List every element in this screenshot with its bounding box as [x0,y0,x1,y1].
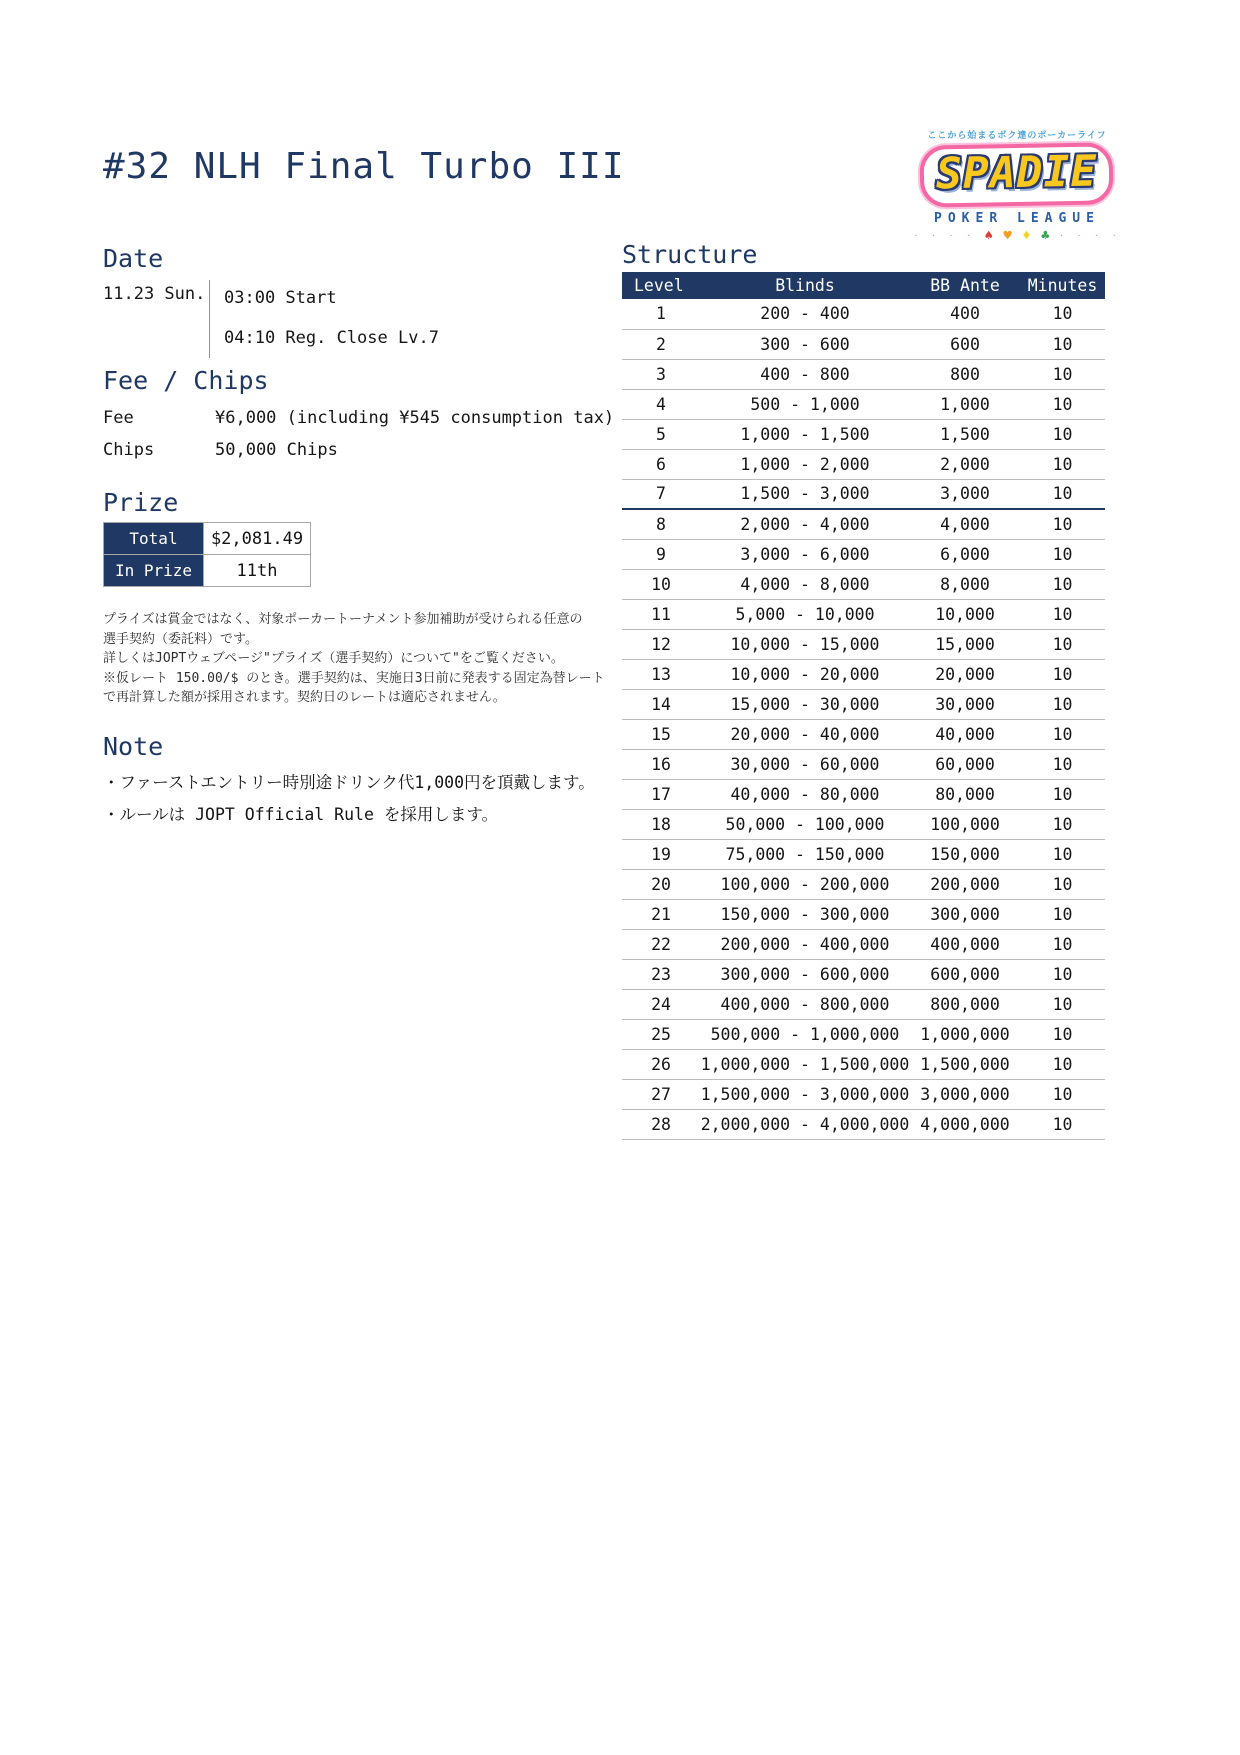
cell-blinds: 30,000 - 60,000 [700,749,910,779]
cell-bb-ante: 10,000 [910,599,1020,629]
cell-minutes: 10 [1020,449,1105,479]
cell-level: 16 [622,749,700,779]
date-section [103,244,603,358]
dots-decoration-right: · · · · [1058,231,1121,240]
structure-row [622,689,1105,719]
cell-bb-ante: 6,000 [910,539,1020,569]
prize-total-row [104,523,311,555]
cell-minutes: 10 [1020,899,1105,929]
fee-value: ¥6,000 (including ¥545 consumption tax) [215,408,615,428]
cell-level: 27 [622,1079,700,1109]
cell-blinds: 20,000 - 40,000 [700,719,910,749]
note-item: ・ルールは JOPT Official Rule を採用します。 [103,805,499,824]
cell-minutes: 10 [1020,809,1105,839]
cell-blinds: 10,000 - 20,000 [700,659,910,689]
fee-label: Fee [103,408,134,428]
cell-bb-ante: 300,000 [910,899,1020,929]
cell-minutes: 10 [1020,599,1105,629]
structure-row [622,719,1105,749]
structure-row [622,1049,1105,1079]
date-body [103,278,603,358]
cell-bb-ante: 400,000 [910,929,1020,959]
cell-level: 15 [622,719,700,749]
cell-bb-ante: 60,000 [910,749,1020,779]
fee-chips-section [103,366,623,466]
heart-icon: ♥ [1003,228,1012,244]
prize-heading: Prize [103,488,179,517]
prize-section [103,488,311,587]
structure-table [622,272,1105,1140]
cell-minutes: 10 [1020,299,1105,329]
cell-level: 22 [622,929,700,959]
cell-level: 20 [622,869,700,899]
cell-bb-ante: 4,000 [910,509,1020,539]
cell-level: 1 [622,299,700,329]
structure-row [622,779,1105,809]
cell-blinds: 75,000 - 150,000 [700,839,910,869]
disclaimer-line: ※仮レート 150.00/$ のとき。選手契約は、実施日3日前に発表する固定為替レート [103,670,605,686]
cell-minutes: 10 [1020,719,1105,749]
cell-blinds: 500 - 1,000 [700,389,910,419]
structure-row [622,599,1105,629]
cell-level: 18 [622,809,700,839]
club-icon: ♣ [1041,228,1050,244]
cell-blinds: 10,000 - 15,000 [700,629,910,659]
cell-level: 5 [622,419,700,449]
cell-level: 19 [622,839,700,869]
cell-level: 10 [622,569,700,599]
structure-row [622,299,1105,329]
cell-bb-ante: 200,000 [910,869,1020,899]
cell-minutes: 10 [1020,419,1105,449]
structure-row [622,839,1105,869]
structure-row [622,1079,1105,1109]
cell-minutes: 10 [1020,989,1105,1019]
chips-label: Chips [103,440,155,460]
cell-minutes: 10 [1020,629,1105,659]
page-title: #32 NLH Final Turbo III [103,146,625,187]
structure-row [622,419,1105,449]
col-header-minutes: Minutes [1020,272,1105,299]
fee-chips-rows [103,402,623,466]
structure-row [622,1109,1105,1139]
cell-minutes: 10 [1020,539,1105,569]
structure-row [622,449,1105,479]
cell-minutes: 10 [1020,329,1105,359]
cell-level: 21 [622,899,700,929]
cell-minutes: 10 [1020,869,1105,899]
structure-row [622,329,1105,359]
cell-blinds: 2,000,000 - 4,000,000 [700,1109,910,1139]
structure-row [622,749,1105,779]
cell-level: 25 [622,1019,700,1049]
structure-row [622,539,1105,569]
cell-level: 23 [622,959,700,989]
cell-bb-ante: 2,000 [910,449,1020,479]
cell-minutes: 10 [1020,1019,1105,1049]
cell-bb-ante: 1,000,000 [910,1019,1020,1049]
structure-row [622,359,1105,389]
cell-level: 2 [622,329,700,359]
prize-inprize-label: In Prize [104,555,204,587]
prize-total-value: $2,081.49 [204,523,311,555]
dots-decoration-left: · · · · [913,231,976,240]
cell-minutes: 10 [1020,689,1105,719]
reg-close-time: 04:10 Reg. Close Lv.7 [224,328,439,348]
cell-level: 26 [622,1049,700,1079]
event-times [224,278,439,358]
cell-bb-ante: 800 [910,359,1020,389]
logo-wordmark: SPADIE [935,146,1099,200]
cell-bb-ante: 40,000 [910,719,1020,749]
cell-blinds: 1,000 - 2,000 [700,449,910,479]
spade-icon: ♠ [984,228,993,244]
cell-level: 28 [622,1109,700,1139]
cell-minutes: 10 [1020,1079,1105,1109]
event-date: 11.23 Sun. [103,284,206,304]
structure-header-row [622,272,1105,299]
structure-row [622,899,1105,929]
cell-blinds: 3,000 - 6,000 [700,539,910,569]
structure-row [622,989,1105,1019]
structure-row [622,629,1105,659]
start-time: 03:00 Start [224,288,337,308]
cell-level: 17 [622,779,700,809]
fee-chips-heading: Fee / Chips [103,366,269,395]
cell-bb-ante: 600 [910,329,1020,359]
cell-bb-ante: 400 [910,299,1020,329]
prize-total-label: Total [104,523,204,555]
cell-minutes: 10 [1020,479,1105,509]
cell-level: 12 [622,629,700,659]
structure-heading: Structure [622,240,758,269]
col-header-bb-ante: BB Ante [910,272,1020,299]
col-header-blinds: Blinds [700,272,910,299]
cell-blinds: 150,000 - 300,000 [700,899,910,929]
cell-level: 9 [622,539,700,569]
cell-minutes: 10 [1020,1109,1105,1139]
structure-table-body [622,299,1105,1139]
cell-level: 13 [622,659,700,689]
logo-frame [920,142,1114,207]
cell-minutes: 10 [1020,779,1105,809]
cell-bb-ante: 80,000 [910,779,1020,809]
cell-level: 4 [622,389,700,419]
cell-bb-ante: 1,500,000 [910,1049,1020,1079]
structure-row [622,929,1105,959]
structure-row [622,869,1105,899]
cell-minutes: 10 [1020,569,1105,599]
structure-section [622,240,1105,1140]
cell-blinds: 400,000 - 800,000 [700,989,910,1019]
structure-row [622,959,1105,989]
disclaimer-line: 選手契約（委託料）です。 [103,631,258,647]
cell-blinds: 200,000 - 400,000 [700,929,910,959]
prize-table [103,522,311,587]
cell-bb-ante: 15,000 [910,629,1020,659]
structure-row [622,659,1105,689]
cell-blinds: 40,000 - 80,000 [700,779,910,809]
structure-row [622,569,1105,599]
cell-level: 3 [622,359,700,389]
fee-row [103,402,623,434]
cell-level: 24 [622,989,700,1019]
cell-blinds: 400 - 800 [700,359,910,389]
cell-minutes: 10 [1020,1049,1105,1079]
cell-bb-ante: 3,000,000 [910,1079,1020,1109]
cell-level: 7 [622,479,700,509]
cell-minutes: 10 [1020,509,1105,539]
cell-blinds: 4,000 - 8,000 [700,569,910,599]
cell-bb-ante: 20,000 [910,659,1020,689]
cell-bb-ante: 600,000 [910,959,1020,989]
cell-blinds: 1,000 - 1,500 [700,419,910,449]
cell-blinds: 1,500 - 3,000 [700,479,910,509]
cell-bb-ante: 1,500 [910,419,1020,449]
cell-minutes: 10 [1020,659,1105,689]
structure-row [622,509,1105,539]
date-divider [209,280,210,358]
cell-bb-ante: 100,000 [910,809,1020,839]
prize-inprize-value: 11th [204,555,311,587]
logo-tagline: ここから始まるボク達のポーカーライフ [927,131,1107,141]
structure-row [622,389,1105,419]
cell-blinds: 100,000 - 200,000 [700,869,910,899]
chips-row [103,434,623,466]
cell-bb-ante: 3,000 [910,479,1020,509]
cell-level: 8 [622,509,700,539]
cell-bb-ante: 800,000 [910,989,1020,1019]
cell-blinds: 1,500,000 - 3,000,000 [700,1079,910,1109]
spadie-logo [912,128,1122,244]
cell-bb-ante: 8,000 [910,569,1020,599]
prize-inprize-row [104,555,311,587]
cell-blinds: 1,000,000 - 1,500,000 [700,1049,910,1079]
cell-blinds: 2,000 - 4,000 [700,509,910,539]
cell-bb-ante: 4,000,000 [910,1109,1020,1139]
cell-minutes: 10 [1020,929,1105,959]
diamond-icon: ♦ [1022,228,1031,244]
cell-blinds: 200 - 400 [700,299,910,329]
cell-blinds: 300,000 - 600,000 [700,959,910,989]
cell-minutes: 10 [1020,359,1105,389]
logo-subtitle: POKER LEAGUE [934,211,1100,226]
structure-row [622,809,1105,839]
cell-bb-ante: 30,000 [910,689,1020,719]
cell-level: 6 [622,449,700,479]
prize-disclaimer [103,610,643,708]
cell-minutes: 10 [1020,749,1105,779]
cell-minutes: 10 [1020,389,1105,419]
note-heading: Note [103,732,164,761]
note-items [103,767,643,831]
cell-minutes: 10 [1020,959,1105,989]
col-header-level: Level [622,272,700,299]
cell-blinds: 500,000 - 1,000,000 [700,1019,910,1049]
chips-value: 50,000 Chips [215,440,338,460]
cell-level: 11 [622,599,700,629]
cell-blinds: 300 - 600 [700,329,910,359]
cell-blinds: 15,000 - 30,000 [700,689,910,719]
note-item: ・ファーストエントリー時別途ドリンク代1,000円を頂戴します。 [103,773,595,792]
structure-row [622,1019,1105,1049]
cell-blinds: 50,000 - 100,000 [700,809,910,839]
cell-minutes: 10 [1020,839,1105,869]
cell-blinds: 5,000 - 10,000 [700,599,910,629]
cell-level: 14 [622,689,700,719]
structure-row [622,479,1105,509]
disclaimer-line: プライズは賞金ではなく、対象ポーカートーナメント参加補助が受けられる任意の [103,612,583,627]
date-heading: Date [103,244,164,273]
cell-bb-ante: 150,000 [910,839,1020,869]
note-section [103,732,643,831]
disclaimer-line: で再計算した額が採用されます。契約日のレートは適応されません。 [103,690,506,705]
cell-bb-ante: 1,000 [910,389,1020,419]
disclaimer-line: 詳しくはJOPTウェブページ"プライズ（選手契約）について"をご覧ください。 [103,651,564,666]
